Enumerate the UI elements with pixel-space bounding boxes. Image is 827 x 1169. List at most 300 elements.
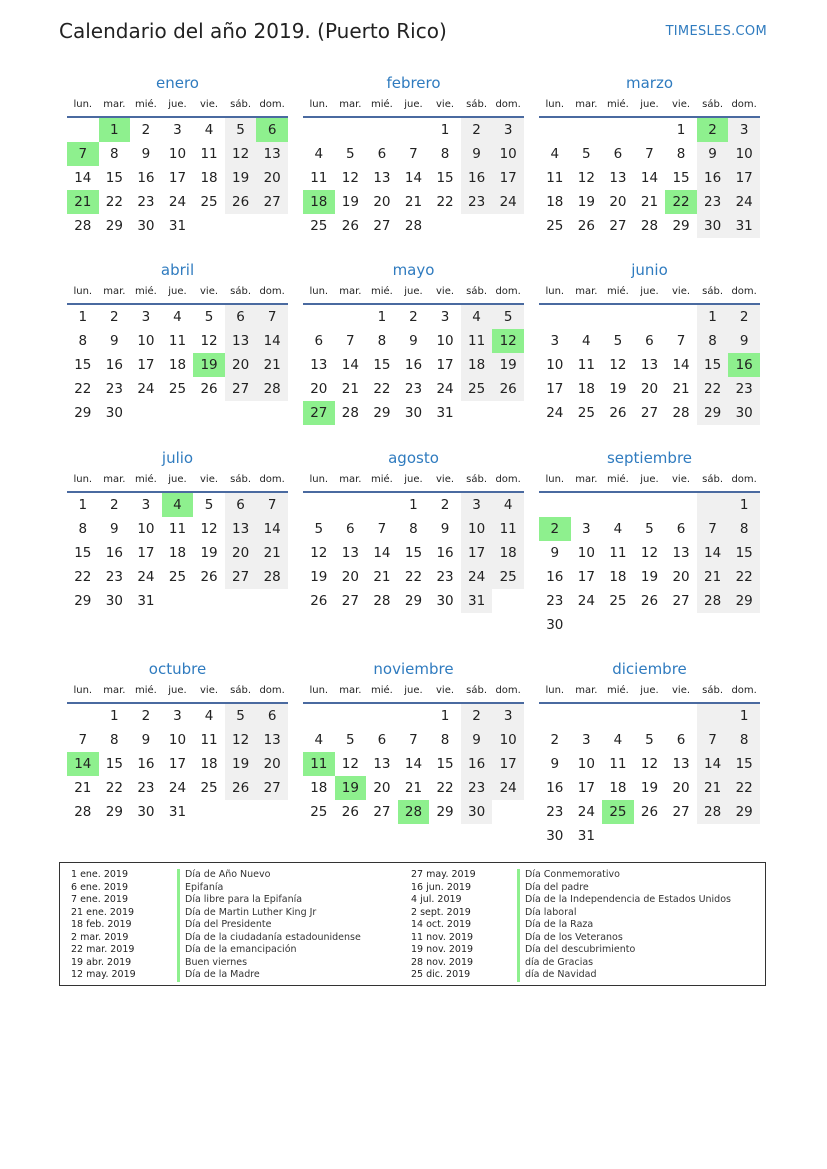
day-cell[interactable]: 17: [137, 545, 155, 561]
day-cell[interactable]: 3: [141, 309, 151, 325]
day-cell[interactable]: 19: [335, 776, 367, 800]
day-cell[interactable]: 19: [492, 353, 524, 377]
day-cell[interactable]: 3: [728, 118, 760, 142]
day-cell[interactable]: 24: [436, 381, 454, 397]
day-cell[interactable]: 6: [676, 732, 686, 748]
day-cell[interactable]: 4: [492, 493, 524, 517]
day-cell[interactable]: 12: [225, 142, 257, 166]
day-cell[interactable]: 25: [200, 780, 218, 796]
day-cell[interactable]: 22: [373, 381, 391, 397]
day-cell[interactable]: 24: [577, 593, 595, 609]
day-cell[interactable]: 8: [676, 146, 686, 162]
day-cell[interactable]: 2: [697, 118, 729, 142]
day-cell[interactable]: 5: [225, 118, 257, 142]
day-cell[interactable]: 12: [310, 545, 328, 561]
day-cell[interactable]: 30: [105, 405, 123, 421]
day-cell[interactable]: 31: [168, 218, 187, 234]
day-cell[interactable]: 16: [137, 756, 155, 772]
day-cell[interactable]: 28: [373, 593, 391, 609]
day-cell[interactable]: 27: [609, 218, 627, 234]
day-cell[interactable]: 8: [440, 146, 450, 162]
day-cell[interactable]: 5: [314, 521, 324, 537]
day-cell[interactable]: 25: [200, 194, 218, 210]
day-cell[interactable]: 19: [640, 569, 659, 585]
day-cell[interactable]: 24: [168, 194, 187, 210]
day-cell[interactable]: 15: [728, 752, 760, 776]
day-cell[interactable]: 23: [404, 381, 423, 397]
day-cell[interactable]: 28: [341, 405, 359, 421]
day-cell[interactable]: 17: [436, 357, 454, 373]
day-cell[interactable]: 10: [728, 142, 760, 166]
day-cell[interactable]: 26: [341, 804, 359, 820]
day-cell[interactable]: 9: [409, 333, 418, 349]
day-cell[interactable]: 20: [256, 752, 288, 776]
day-cell[interactable]: 5: [346, 146, 355, 162]
day-cell[interactable]: 20: [373, 194, 391, 210]
day-cell[interactable]: 28: [256, 565, 288, 589]
day-cell[interactable]: 28: [74, 804, 92, 820]
day-cell[interactable]: 2: [539, 517, 571, 541]
day-cell[interactable]: 30: [728, 401, 760, 425]
day-cell[interactable]: 21: [256, 541, 288, 565]
day-cell[interactable]: 5: [613, 333, 623, 349]
day-cell[interactable]: 26: [341, 218, 359, 234]
day-cell[interactable]: 20: [225, 541, 257, 565]
day-cell[interactable]: 25: [461, 377, 493, 401]
day-cell[interactable]: 8: [728, 517, 760, 541]
day-cell[interactable]: 23: [546, 593, 564, 609]
day-cell[interactable]: 6: [314, 333, 324, 349]
day-cell[interactable]: 29: [436, 804, 454, 820]
day-cell[interactable]: 1: [99, 118, 131, 142]
day-cell[interactable]: 17: [492, 166, 524, 190]
day-cell[interactable]: 9: [110, 333, 119, 349]
day-cell[interactable]: 14: [67, 752, 99, 776]
day-cell[interactable]: 21: [373, 569, 391, 585]
day-cell[interactable]: 14: [256, 329, 288, 353]
day-cell[interactable]: 14: [672, 357, 690, 373]
day-cell[interactable]: 17: [168, 170, 187, 186]
day-cell[interactable]: 13: [672, 756, 690, 772]
day-cell[interactable]: 26: [577, 218, 595, 234]
day-cell[interactable]: 2: [409, 309, 418, 325]
day-cell[interactable]: 16: [697, 166, 729, 190]
day-cell[interactable]: 1: [728, 704, 760, 728]
day-cell[interactable]: 30: [137, 218, 155, 234]
day-cell[interactable]: 13: [310, 357, 328, 373]
day-cell[interactable]: 15: [404, 545, 423, 561]
day-cell[interactable]: 10: [577, 756, 595, 772]
day-cell[interactable]: 22: [74, 569, 92, 585]
day-cell[interactable]: 4: [204, 708, 214, 724]
day-cell[interactable]: 29: [404, 593, 423, 609]
day-cell[interactable]: 2: [141, 708, 151, 724]
day-cell[interactable]: 22: [436, 194, 454, 210]
day-cell[interactable]: 7: [256, 305, 288, 329]
day-cell[interactable]: 23: [137, 780, 155, 796]
day-cell[interactable]: 7: [409, 146, 418, 162]
day-cell[interactable]: 4: [162, 493, 194, 517]
day-cell[interactable]: 13: [373, 170, 391, 186]
day-cell[interactable]: 17: [577, 780, 595, 796]
day-cell[interactable]: 11: [577, 357, 595, 373]
day-cell[interactable]: 26: [609, 405, 627, 421]
day-cell[interactable]: 17: [546, 381, 564, 397]
day-cell[interactable]: 23: [728, 377, 760, 401]
day-cell[interactable]: 29: [672, 218, 690, 234]
day-cell[interactable]: 13: [256, 142, 288, 166]
day-cell[interactable]: 2: [461, 704, 493, 728]
day-cell[interactable]: 7: [697, 728, 729, 752]
day-cell[interactable]: 2: [550, 732, 560, 748]
day-cell[interactable]: 29: [373, 405, 391, 421]
day-cell[interactable]: 21: [74, 780, 92, 796]
day-cell[interactable]: 16: [728, 353, 760, 377]
day-cell[interactable]: 13: [640, 357, 659, 373]
day-cell[interactable]: 8: [78, 521, 88, 537]
day-cell[interactable]: 11: [200, 146, 218, 162]
day-cell[interactable]: 16: [461, 166, 493, 190]
day-cell[interactable]: 24: [461, 565, 493, 589]
day-cell[interactable]: 2: [141, 122, 151, 138]
day-cell[interactable]: 21: [697, 565, 729, 589]
day-cell[interactable]: 1: [728, 493, 760, 517]
day-cell[interactable]: 19: [225, 752, 257, 776]
day-cell[interactable]: 3: [173, 708, 182, 724]
day-cell[interactable]: 30: [436, 593, 454, 609]
day-cell[interactable]: 25: [602, 800, 634, 824]
day-cell[interactable]: 15: [74, 357, 92, 373]
day-cell[interactable]: 29: [728, 800, 760, 824]
day-cell[interactable]: 7: [346, 333, 355, 349]
brand-link[interactable]: TIMESLES.COM: [665, 24, 767, 39]
day-cell[interactable]: 11: [310, 170, 328, 186]
day-cell[interactable]: 16: [436, 545, 454, 561]
day-cell[interactable]: 4: [613, 732, 623, 748]
day-cell[interactable]: 12: [640, 545, 659, 561]
day-cell[interactable]: 3: [440, 309, 450, 325]
day-cell[interactable]: 25: [310, 804, 328, 820]
day-cell[interactable]: 28: [74, 218, 92, 234]
day-cell[interactable]: 23: [105, 381, 123, 397]
day-cell[interactable]: 9: [141, 732, 151, 748]
day-cell[interactable]: 18: [303, 190, 335, 214]
day-cell[interactable]: 12: [341, 170, 359, 186]
day-cell[interactable]: 6: [377, 146, 387, 162]
day-cell[interactable]: 5: [492, 305, 524, 329]
day-cell[interactable]: 26: [225, 190, 257, 214]
day-cell[interactable]: 26: [310, 593, 328, 609]
day-cell[interactable]: 2: [110, 309, 119, 325]
day-cell[interactable]: 30: [105, 593, 123, 609]
day-cell[interactable]: 19: [609, 381, 627, 397]
day-cell[interactable]: 2: [110, 497, 119, 513]
day-cell[interactable]: 11: [168, 333, 187, 349]
day-cell[interactable]: 20: [310, 381, 328, 397]
day-cell[interactable]: 22: [105, 194, 123, 210]
day-cell[interactable]: 29: [74, 593, 92, 609]
day-cell[interactable]: 4: [461, 305, 493, 329]
day-cell[interactable]: 27: [256, 190, 288, 214]
day-cell[interactable]: 12: [492, 329, 524, 353]
day-cell[interactable]: 23: [105, 569, 123, 585]
day-cell[interactable]: 10: [168, 732, 187, 748]
day-cell[interactable]: 9: [728, 329, 760, 353]
day-cell[interactable]: 10: [168, 146, 187, 162]
day-cell[interactable]: 7: [409, 732, 418, 748]
day-cell[interactable]: 27: [672, 593, 690, 609]
day-cell[interactable]: 20: [341, 569, 359, 585]
day-cell[interactable]: 10: [436, 333, 454, 349]
day-cell[interactable]: 10: [546, 357, 564, 373]
day-cell[interactable]: 29: [74, 405, 92, 421]
day-cell[interactable]: 11: [303, 752, 335, 776]
day-cell[interactable]: 6: [256, 118, 288, 142]
day-cell[interactable]: 31: [168, 804, 187, 820]
day-cell[interactable]: 11: [461, 329, 493, 353]
day-cell[interactable]: 15: [697, 353, 729, 377]
day-cell[interactable]: 22: [697, 377, 729, 401]
day-cell[interactable]: 20: [609, 194, 627, 210]
day-cell[interactable]: 6: [256, 704, 288, 728]
day-cell[interactable]: 1: [110, 708, 119, 724]
day-cell[interactable]: 1: [440, 708, 450, 724]
day-cell[interactable]: 7: [256, 493, 288, 517]
day-cell[interactable]: 21: [640, 194, 659, 210]
day-cell[interactable]: 15: [105, 756, 123, 772]
day-cell[interactable]: 17: [168, 756, 187, 772]
day-cell[interactable]: 23: [546, 804, 564, 820]
day-cell[interactable]: 18: [461, 353, 493, 377]
day-cell[interactable]: 11: [200, 732, 218, 748]
day-cell[interactable]: 3: [173, 122, 182, 138]
day-cell[interactable]: 18: [310, 780, 328, 796]
day-cell[interactable]: 18: [546, 194, 564, 210]
day-cell[interactable]: 29: [728, 589, 760, 613]
day-cell[interactable]: 13: [225, 517, 257, 541]
day-cell[interactable]: 5: [645, 521, 654, 537]
day-cell[interactable]: 13: [609, 170, 627, 186]
day-cell[interactable]: 23: [461, 190, 493, 214]
day-cell[interactable]: 26: [200, 569, 218, 585]
day-cell[interactable]: 27: [373, 218, 391, 234]
day-cell[interactable]: 14: [256, 517, 288, 541]
day-cell[interactable]: 24: [137, 569, 155, 585]
day-cell[interactable]: 15: [436, 170, 454, 186]
day-cell[interactable]: 4: [314, 732, 324, 748]
day-cell[interactable]: 9: [461, 142, 493, 166]
day-cell[interactable]: 10: [577, 545, 595, 561]
day-cell[interactable]: 4: [582, 333, 591, 349]
day-cell[interactable]: 13: [341, 545, 359, 561]
day-cell[interactable]: 9: [141, 146, 151, 162]
day-cell[interactable]: 5: [204, 309, 214, 325]
day-cell[interactable]: 10: [492, 142, 524, 166]
day-cell[interactable]: 17: [492, 752, 524, 776]
day-cell[interactable]: 24: [728, 190, 760, 214]
day-cell[interactable]: 17: [461, 541, 493, 565]
day-cell[interactable]: 11: [609, 756, 627, 772]
day-cell[interactable]: 20: [256, 166, 288, 190]
day-cell[interactable]: 7: [676, 333, 686, 349]
day-cell[interactable]: 15: [436, 756, 454, 772]
day-cell[interactable]: 19: [310, 569, 328, 585]
day-cell[interactable]: 26: [492, 377, 524, 401]
day-cell[interactable]: 1: [377, 309, 387, 325]
day-cell[interactable]: 18: [168, 357, 187, 373]
day-cell[interactable]: 20: [373, 780, 391, 796]
day-cell[interactable]: 31: [577, 828, 595, 844]
day-cell[interactable]: 26: [200, 381, 218, 397]
day-cell[interactable]: 8: [409, 521, 418, 537]
day-cell[interactable]: 25: [546, 218, 564, 234]
day-cell[interactable]: 12: [640, 756, 659, 772]
day-cell[interactable]: 22: [665, 190, 697, 214]
day-cell[interactable]: 3: [492, 704, 524, 728]
day-cell[interactable]: 20: [640, 381, 659, 397]
day-cell[interactable]: 11: [168, 521, 187, 537]
day-cell[interactable]: 25: [609, 593, 627, 609]
day-cell[interactable]: 7: [697, 517, 729, 541]
day-cell[interactable]: 3: [461, 493, 493, 517]
day-cell[interactable]: 6: [676, 521, 686, 537]
day-cell[interactable]: 22: [436, 780, 454, 796]
day-cell[interactable]: 19: [341, 194, 359, 210]
day-cell[interactable]: 18: [200, 170, 218, 186]
day-cell[interactable]: 16: [404, 357, 423, 373]
day-cell[interactable]: 8: [78, 333, 88, 349]
day-cell[interactable]: 5: [346, 732, 355, 748]
day-cell[interactable]: 17: [728, 166, 760, 190]
day-cell[interactable]: 6: [225, 493, 257, 517]
day-cell[interactable]: 25: [577, 405, 595, 421]
day-cell[interactable]: 16: [461, 752, 493, 776]
day-cell[interactable]: 14: [341, 357, 359, 373]
day-cell[interactable]: 23: [436, 569, 454, 585]
day-cell[interactable]: 2: [461, 118, 493, 142]
day-cell[interactable]: 21: [404, 194, 423, 210]
day-cell[interactable]: 24: [577, 804, 595, 820]
day-cell[interactable]: 24: [492, 190, 524, 214]
day-cell[interactable]: 18: [200, 756, 218, 772]
day-cell[interactable]: 7: [645, 146, 654, 162]
day-cell[interactable]: 14: [640, 170, 659, 186]
day-cell[interactable]: 18: [609, 569, 627, 585]
day-cell[interactable]: 6: [225, 305, 257, 329]
day-cell[interactable]: 17: [577, 569, 595, 585]
day-cell[interactable]: 4: [204, 122, 214, 138]
day-cell[interactable]: 30: [404, 405, 423, 421]
day-cell[interactable]: 12: [609, 357, 627, 373]
day-cell[interactable]: 30: [137, 804, 155, 820]
day-cell[interactable]: 7: [377, 521, 387, 537]
day-cell[interactable]: 19: [225, 166, 257, 190]
day-cell[interactable]: 28: [256, 377, 288, 401]
day-cell[interactable]: 7: [67, 142, 99, 166]
day-cell[interactable]: 25: [310, 218, 328, 234]
day-cell[interactable]: 27: [672, 804, 690, 820]
day-cell[interactable]: 21: [404, 780, 423, 796]
day-cell[interactable]: 4: [550, 146, 560, 162]
day-cell[interactable]: 22: [728, 565, 760, 589]
day-cell[interactable]: 18: [577, 381, 595, 397]
day-cell[interactable]: 30: [461, 800, 493, 824]
day-cell[interactable]: 10: [137, 333, 155, 349]
day-cell[interactable]: 21: [256, 353, 288, 377]
day-cell[interactable]: 23: [461, 776, 493, 800]
day-cell[interactable]: 9: [697, 142, 729, 166]
day-cell[interactable]: 11: [609, 545, 627, 561]
day-cell[interactable]: 29: [105, 804, 123, 820]
day-cell[interactable]: 1: [676, 122, 686, 138]
day-cell[interactable]: 15: [74, 545, 92, 561]
day-cell[interactable]: 31: [436, 405, 454, 421]
day-cell[interactable]: 15: [373, 357, 391, 373]
day-cell[interactable]: 27: [640, 405, 659, 421]
day-cell[interactable]: 22: [105, 780, 123, 796]
day-cell[interactable]: 20: [672, 569, 690, 585]
day-cell[interactable]: 13: [225, 329, 257, 353]
day-cell[interactable]: 9: [110, 521, 119, 537]
day-cell[interactable]: 24: [137, 381, 155, 397]
day-cell[interactable]: 2: [440, 497, 450, 513]
day-cell[interactable]: 13: [373, 756, 391, 772]
day-cell[interactable]: 29: [697, 401, 729, 425]
day-cell[interactable]: 12: [225, 728, 257, 752]
day-cell[interactable]: 12: [200, 333, 218, 349]
day-cell[interactable]: 21: [67, 190, 99, 214]
day-cell[interactable]: 23: [137, 194, 155, 210]
day-cell[interactable]: 25: [168, 569, 187, 585]
day-cell[interactable]: 8: [377, 333, 387, 349]
day-cell[interactable]: 16: [137, 170, 155, 186]
day-cell[interactable]: 5: [225, 704, 257, 728]
day-cell[interactable]: 26: [640, 593, 659, 609]
day-cell[interactable]: 9: [550, 756, 560, 772]
day-cell[interactable]: 9: [461, 728, 493, 752]
day-cell[interactable]: 19: [577, 194, 595, 210]
day-cell[interactable]: 8: [697, 329, 729, 353]
day-cell[interactable]: 24: [168, 780, 187, 796]
day-cell[interactable]: 16: [546, 569, 564, 585]
day-cell[interactable]: 28: [640, 218, 659, 234]
day-cell[interactable]: 30: [546, 617, 564, 633]
day-cell[interactable]: 31: [461, 589, 493, 613]
day-cell[interactable]: 14: [697, 752, 729, 776]
day-cell[interactable]: 1: [78, 309, 88, 325]
day-cell[interactable]: 22: [728, 776, 760, 800]
day-cell[interactable]: 22: [404, 569, 423, 585]
day-cell[interactable]: 11: [492, 517, 524, 541]
day-cell[interactable]: 6: [645, 333, 654, 349]
day-cell[interactable]: 6: [377, 732, 387, 748]
day-cell[interactable]: 28: [404, 218, 423, 234]
day-cell[interactable]: 30: [546, 828, 564, 844]
day-cell[interactable]: 15: [105, 170, 123, 186]
day-cell[interactable]: 14: [404, 170, 423, 186]
day-cell[interactable]: 26: [640, 804, 659, 820]
day-cell[interactable]: 12: [200, 521, 218, 537]
day-cell[interactable]: 14: [373, 545, 391, 561]
day-cell[interactable]: 4: [314, 146, 324, 162]
day-cell[interactable]: 3: [141, 497, 151, 513]
day-cell[interactable]: 1: [440, 122, 450, 138]
day-cell[interactable]: 16: [105, 357, 123, 373]
day-cell[interactable]: 18: [168, 545, 187, 561]
day-cell[interactable]: 10: [137, 521, 155, 537]
day-cell[interactable]: 27: [303, 401, 335, 425]
day-cell[interactable]: 11: [546, 170, 564, 186]
